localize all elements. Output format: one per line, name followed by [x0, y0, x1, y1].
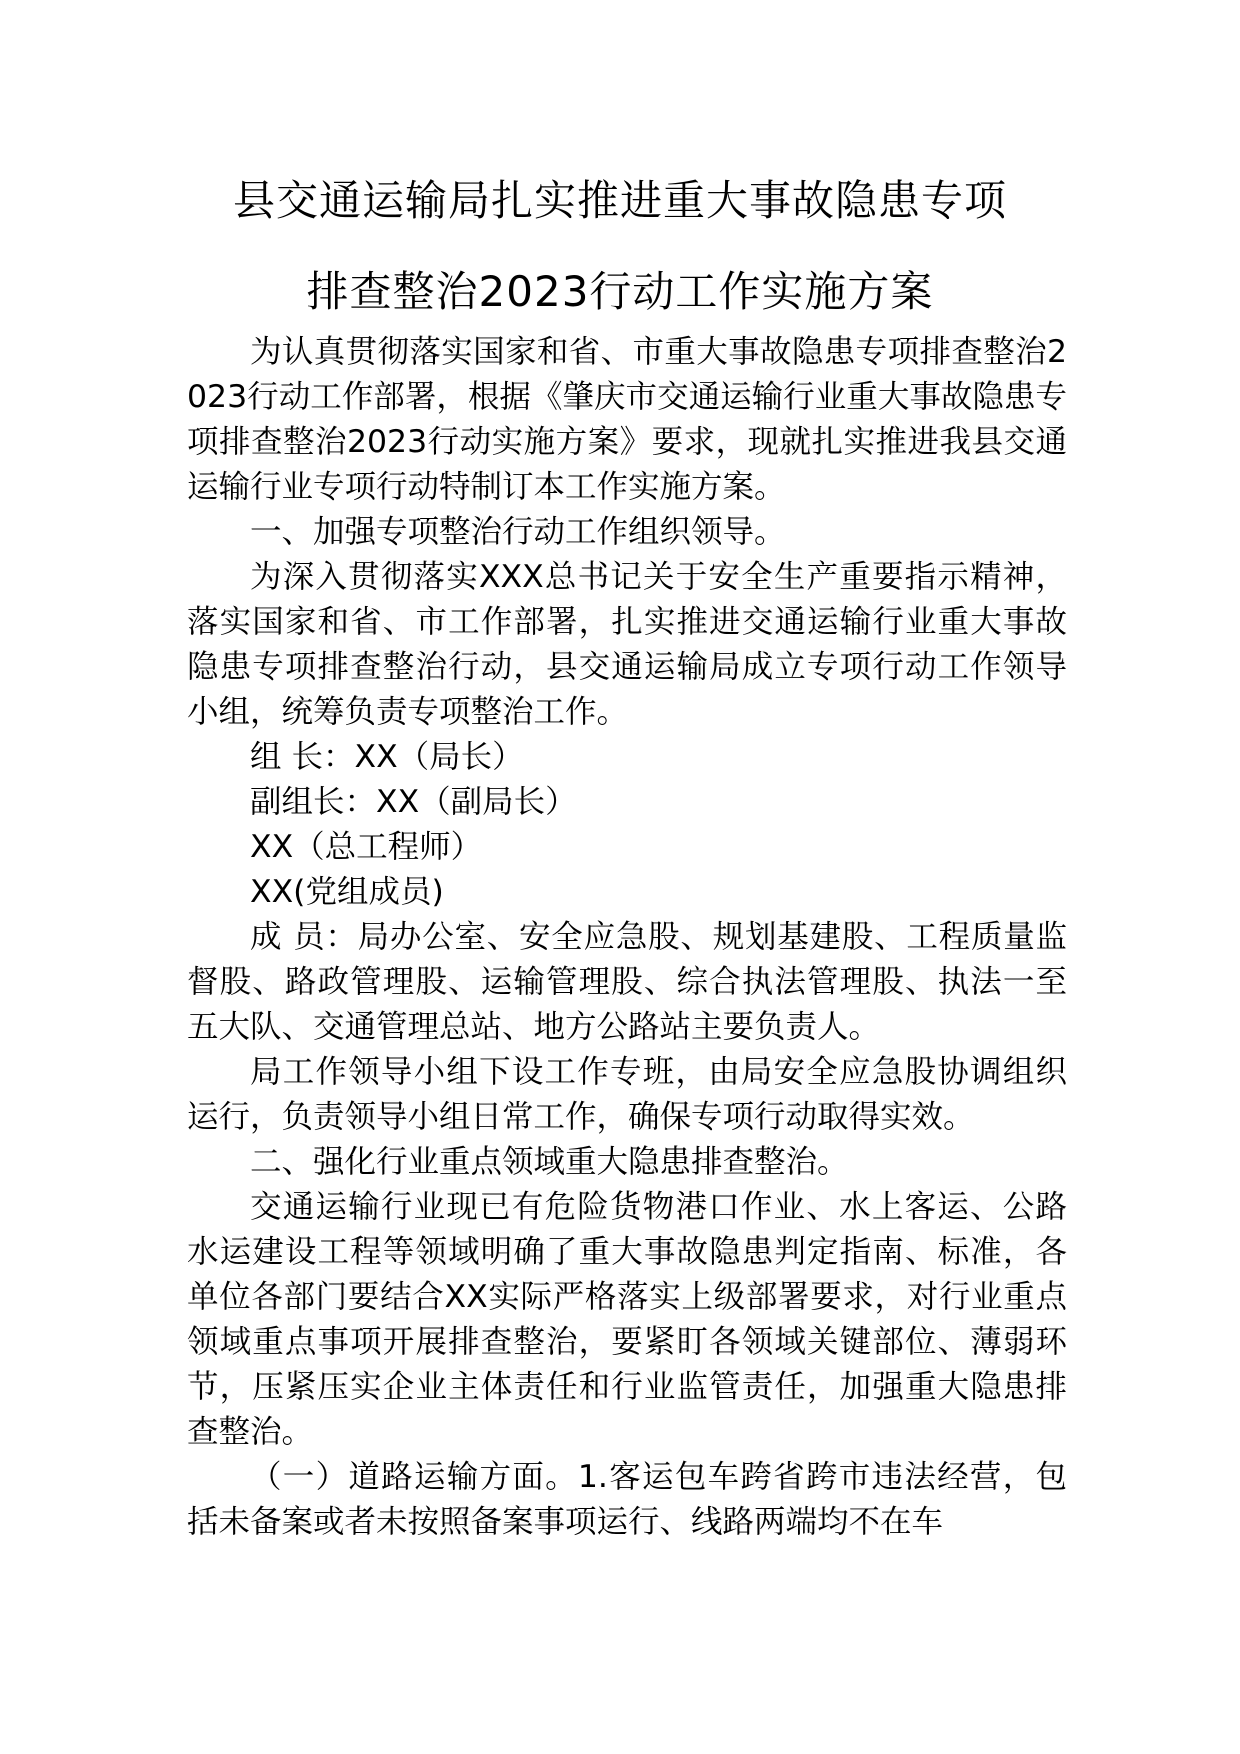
party-member-line: XX(党组成员)	[250, 874, 444, 910]
intro-paragraph: 为认真贯彻落实国家和省、市重大事故隐患专项排查整治2023行动工作部署，根据《肇庆市交通运输行业重大事故隐患专项排查整治2023行动实施方案》要求，现就扎实推进我县交通运输行业专项行动特制订本工作实施方案。	[187, 334, 1067, 505]
section-2-paragraph: 交通运输行业现已有危险货物港口作业、水上客运、公路水运建设工程等领域明确了重大事故隐患判定指南、标准，各单位各部门要结合XX实际严格落实上级部署要求，对行业重点领域重点事项开展排查整治，要紧盯各领域关键部位、薄弱环节，压紧压实企业主体责任和行业监管责任，加强重大隐患排查整治。	[187, 1189, 1067, 1450]
section-heading-2: 二、强化行业重点领域重大隐患排查整治。	[250, 1144, 849, 1180]
chief-engineer-line: XX（总工程师）	[250, 829, 483, 865]
document-body	[187, 330, 1067, 1545]
document-title-line-2: 排查整治2023行动工作实施方案	[306, 267, 934, 316]
road-transport-paragraph: （一）道路运输方面。1.客运包车跨省跨市违法经营，包括未备案或者未按照备案事项运行、线路两端均不在车	[187, 1459, 1067, 1540]
members-paragraph: 成 员：局办公室、安全应急股、规划基建股、工程质量监督股、路政管理股、运输管理股、综合执法管理股、执法一至五大队、交通管理总站、地方公路站主要负责人。	[187, 919, 1067, 1045]
group-leader-line: 组 长：XX（局长）	[250, 739, 524, 775]
section-heading-1: 一、加强专项整治行动工作组织领导。	[250, 514, 786, 550]
task-force-paragraph: 局工作领导小组下设工作专班，由局安全应急股协调组织运行，负责领导小组日常工作，确保专项行动取得实效。	[187, 1054, 1067, 1135]
document-title-line-1: 县交通运输局扎实推进重大事故隐患专项	[232, 176, 1007, 225]
section-1-paragraph: 为深入贯彻落实XXX总书记关于安全生产重要指示精神，落实国家和省、市工作部署，扎实推进交通运输行业重大事故隐患专项排查整治行动，县交通运输局成立专项行动工作领导小组，统筹负责专项整治工作。	[187, 559, 1067, 730]
deputy-leader-line: 副组长：XX（副局长）	[250, 784, 577, 820]
